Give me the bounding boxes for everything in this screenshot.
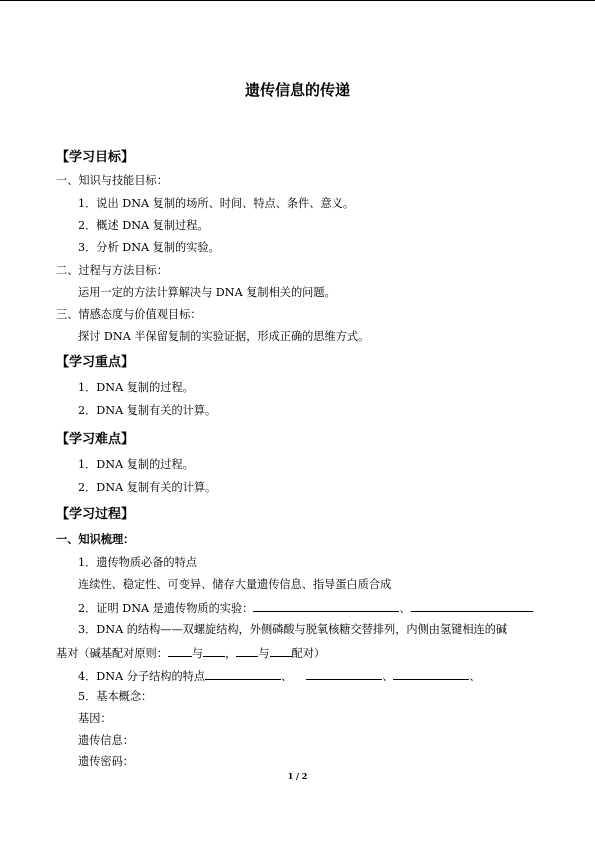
fill-blank[interactable] <box>236 645 258 657</box>
fill-blank[interactable] <box>393 668 469 680</box>
pairing-rule-label: 基对（碱基配对原则： <box>56 647 168 660</box>
separator: 、 <box>382 670 394 683</box>
separator: 、 <box>281 670 293 683</box>
concept-genetic-info: 遗传信息： <box>78 734 134 747</box>
goal-section-3: 三、情感态度与价值观目标： <box>56 308 202 321</box>
goal-section-2: 二、过程与方法目标： <box>56 264 168 277</box>
heading-learning-process: 【学习过程】 <box>56 507 135 522</box>
fill-blank[interactable] <box>203 645 225 657</box>
goal-section-1: 一、知识与技能目标： <box>56 174 168 187</box>
process-item-4 <box>78 668 481 684</box>
key-item-2: 2．DNA 复制有关的计算。 <box>78 404 217 417</box>
heading-difficult-points: 【学习难点】 <box>56 432 135 447</box>
pairing-with: 与 <box>191 647 204 660</box>
pairing-comma: ， <box>225 647 237 660</box>
separator: 、 <box>469 670 481 683</box>
fill-blank[interactable] <box>168 645 192 657</box>
concept-gene: 基因： <box>78 712 112 725</box>
process-item-2 <box>78 600 533 616</box>
process-item-1: 1．遗传物质必备的特点 <box>78 556 197 569</box>
process-item-4-label: 4．DNA 分子结构的特点 <box>78 670 206 683</box>
process-item-1-text: 连续性、稳定性、可变异、储存大量遗传信息、指导蛋白质合成 <box>78 578 392 591</box>
fill-blank[interactable] <box>205 668 281 680</box>
goal-item-1-3: 3．分析 DNA 复制的实验。 <box>78 241 220 254</box>
fill-blank[interactable] <box>270 645 292 657</box>
process-item-5: 5．基本概念： <box>78 690 153 703</box>
process-item-3: 3．DNA 的结构——双螺旋结构，外侧磷酸与脱氧核糖交替排列，内侧由氢键相连的碱 <box>78 623 508 636</box>
fill-blank[interactable] <box>306 668 382 680</box>
concept-genetic-code: 遗传密码： <box>78 755 134 768</box>
key-item-1: 1．DNA 复制的过程。 <box>78 381 194 394</box>
pairing-with: 与 <box>258 647 270 660</box>
fill-blank[interactable] <box>411 600 533 612</box>
goal-item-1-2: 2．概述 DNA 复制过程。 <box>78 219 209 232</box>
difficult-item-1: 1．DNA 复制的过程。 <box>78 458 194 471</box>
heading-key-points: 【学习重点】 <box>56 355 135 370</box>
pairing-end: 配对） <box>291 647 326 660</box>
heading-learning-goals: 【学习目标】 <box>56 150 135 165</box>
process-item-2-label: 2．证明 DNA 是遗传物质的实验： <box>78 602 254 615</box>
goal-item-2-1: 运用一定的方法计算解决与 DNA 复制相关的问题。 <box>78 286 336 299</box>
process-section-knowledge: 一、知识梳理： <box>56 533 135 546</box>
page-title: 遗传信息的传递 <box>244 81 350 99</box>
goal-item-3-1: 探讨 DNA 半保留复制的实验证据，形成正确的思维方式。 <box>78 330 370 343</box>
process-item-3-cont <box>56 645 325 661</box>
separator: 、 <box>399 602 411 615</box>
fill-blank[interactable] <box>253 600 399 612</box>
goal-item-1-1: 1．说出 DNA 复制的场所、时间、特点、条件、意义。 <box>78 197 355 210</box>
difficult-item-2: 2．DNA 复制有关的计算。 <box>78 481 217 494</box>
page-number: 1 / 2 <box>287 771 308 781</box>
